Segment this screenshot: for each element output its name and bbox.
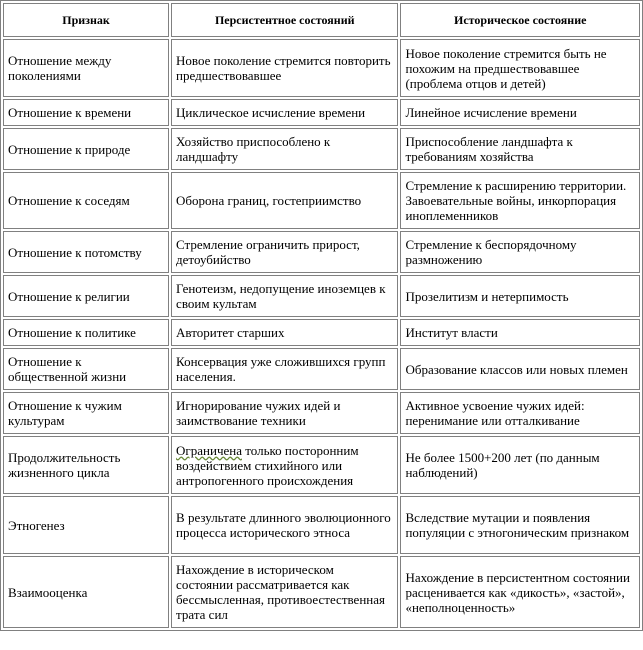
feature-cell: Этногенез [3, 496, 169, 554]
historical-cell: Вследствие мутации и появления популяции с этногоническим признаком [400, 496, 640, 554]
historical-cell: Прозелитизм и нетерпимость [400, 275, 640, 317]
feature-cell: Продолжительность жизненного цикла [3, 436, 169, 494]
persistent-cell: Оборона границ, гостеприимство [171, 172, 398, 229]
historical-cell: Стремление к беспорядочному размножению [400, 231, 640, 273]
feature-cell: Отношение к чужим культурам [3, 392, 169, 434]
persistent-cell: Консервация уже сложившихся групп населения. [171, 348, 398, 390]
feature-cell: Отношение к религии [3, 275, 169, 317]
historical-cell: Образование классов или новых племен [400, 348, 640, 390]
historical-cell: Приспособление ландшафта к требованиям хозяйства [400, 128, 640, 170]
table-row [3, 99, 640, 126]
table-row [3, 436, 640, 494]
persistent-cell: Циклическое исчисление времени [171, 99, 398, 126]
feature-cell: Отношение к потомству [3, 231, 169, 273]
feature-cell: Отношение к времени [3, 99, 169, 126]
feature-cell: Отношение к соседям [3, 172, 169, 229]
persistent-cell: В результате длинного эволюционного процесса исторического этноса [171, 496, 398, 554]
table-row [3, 128, 640, 170]
table-row [3, 348, 640, 390]
table-row [3, 319, 640, 346]
historical-cell: Не более 1500+200 лет (по данным наблюдений) [400, 436, 640, 494]
persistent-cell: Нахождение в историческом состоянии рассматривается как бессмысленная, противоестественная трата сил [171, 556, 398, 628]
table-row [3, 39, 640, 97]
persistent-cell: Игнорирование чужих идей и заимствование техники [171, 392, 398, 434]
table-header-row [3, 3, 640, 37]
table-row [3, 496, 640, 554]
column-header-historical: Историческое состояние [400, 3, 640, 37]
feature-cell: Отношение к природе [3, 128, 169, 170]
feature-cell: Отношение к общественной жизни [3, 348, 169, 390]
persistent-cell: Генотеизм, недопущение иноземцев к своим культам [171, 275, 398, 317]
historical-cell: Институт власти [400, 319, 640, 346]
table-row [3, 231, 640, 273]
column-header-persistent: Персистентное состояний [171, 3, 398, 37]
persistent-cell-text: только посторонним воздействием стихийного или антропогенного происхождения [176, 442, 359, 488]
table-row [3, 275, 640, 317]
column-header-feature: Признак [3, 3, 169, 37]
table-row [3, 392, 640, 434]
historical-cell: Нахождение в персистентном состоянии расценивается как «дикость», «застой», «неполноценность» [400, 556, 640, 628]
spellcheck-underlined-word: Ограничена [176, 442, 242, 458]
persistent-cell: Новое поколение стремится повторить предшествовавшее [171, 39, 398, 97]
feature-cell: Отношение к политике [3, 319, 169, 346]
persistent-cell [171, 436, 398, 494]
feature-cell: Взаимооценка [3, 556, 169, 628]
historical-cell: Активное усвоение чужих идей: перенимание или отталкивание [400, 392, 640, 434]
table-row [3, 556, 640, 628]
persistent-cell: Хозяйство приспособлено к ландшафту [171, 128, 398, 170]
historical-cell: Стремление к расширению территории. Завоевательные войны, инкорпорация иноплеменников [400, 172, 640, 229]
table-row [3, 172, 640, 229]
persistent-cell: Стремление ограничить прирост, детоубийство [171, 231, 398, 273]
feature-cell: Отношение между поколениями [3, 39, 169, 97]
persistent-cell: Авторитет старших [171, 319, 398, 346]
historical-cell: Новое поколение стремится быть не похожим на предшествовавшее (проблема отцов и детей) [400, 39, 640, 97]
historical-cell: Линейное исчисление времени [400, 99, 640, 126]
